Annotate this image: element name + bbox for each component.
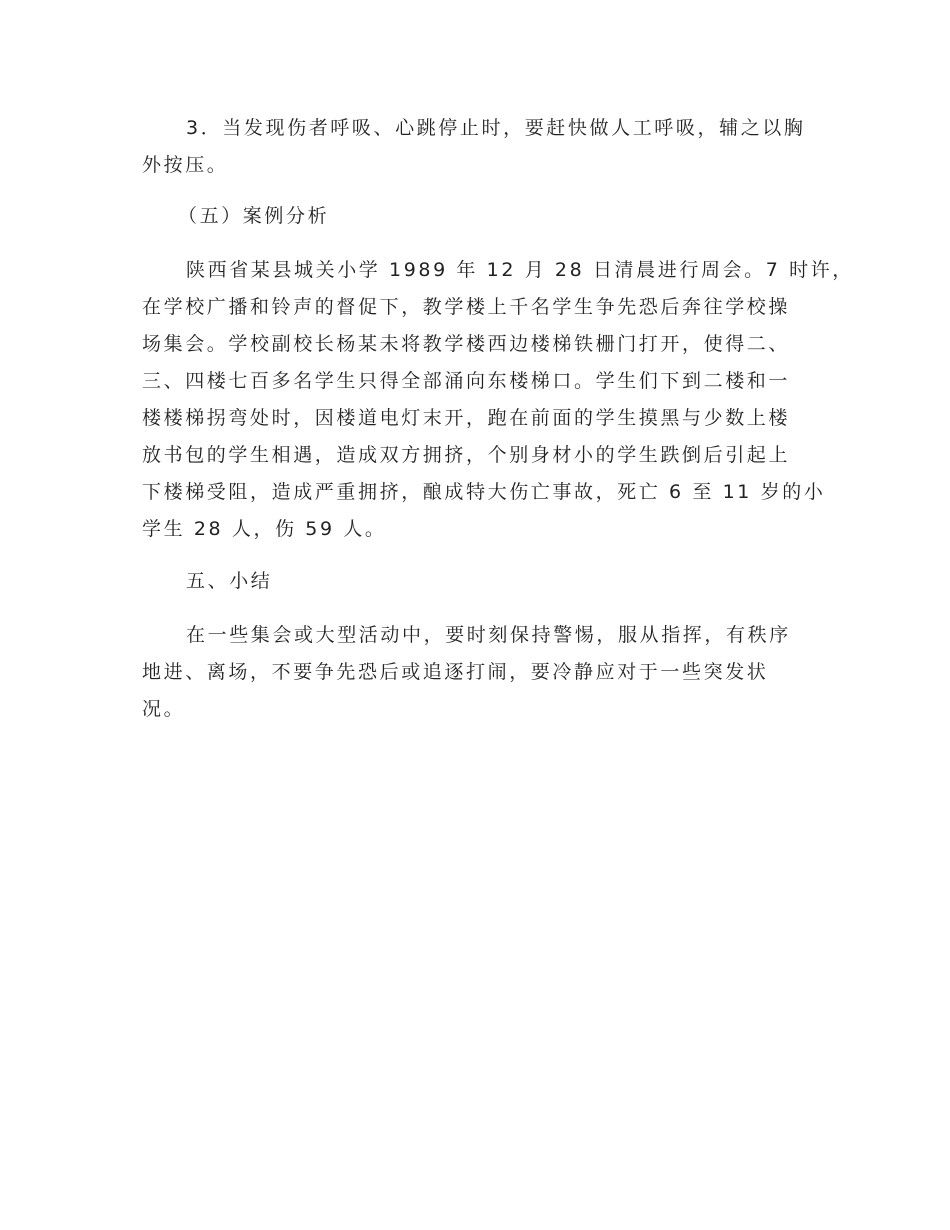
text-line: 3．当发现伤者呼吸、心跳停止时，要赶快做人工呼吸，辅之以胸: [186, 117, 806, 139]
text-line: 在学校广播和铃声的督促下，教学楼上千名学生争先恐后奔往学校操: [142, 296, 791, 318]
text-line: 场集会。学校副校长杨某未将教学楼西边楼梯铁栅门打开，使得二、: [142, 333, 791, 355]
text-line: 下楼梯受阻，造成严重拥挤，酿成特大伤亡事故，死亡 6 至 11 岁的小: [142, 481, 826, 503]
text-line: 陕西省某县城关小学 1989 年 12 月 28 日清晨进行周会。7 时许，: [186, 259, 854, 281]
section-heading: （五）案例分析: [178, 205, 330, 227]
text-line: 外按压。: [142, 154, 229, 176]
text-line: 三、四楼七百多名学生只得全部涌向东楼梯口。学生们下到二楼和一: [142, 370, 791, 392]
text-line: 放书包的学生相遇，造成双方拥挤，个别身材小的学生跌倒后引起上: [142, 444, 791, 466]
section-heading: 五、小结: [186, 570, 273, 592]
text-line: 地进、离场，不要争先恐后或追逐打闹，要冷静应对于一些突发状: [142, 661, 769, 683]
text-line: 在一些集会或大型活动中，要时刻保持警惕，服从指挥，有秩序: [186, 624, 791, 646]
text-line: 学生 28 人，伤 59 人。: [142, 518, 387, 540]
text-line: 楼楼梯拐弯处时，因楼道电灯末开，跑在前面的学生摸黑与少数上楼: [142, 407, 791, 429]
text-line: 况。: [142, 698, 186, 720]
